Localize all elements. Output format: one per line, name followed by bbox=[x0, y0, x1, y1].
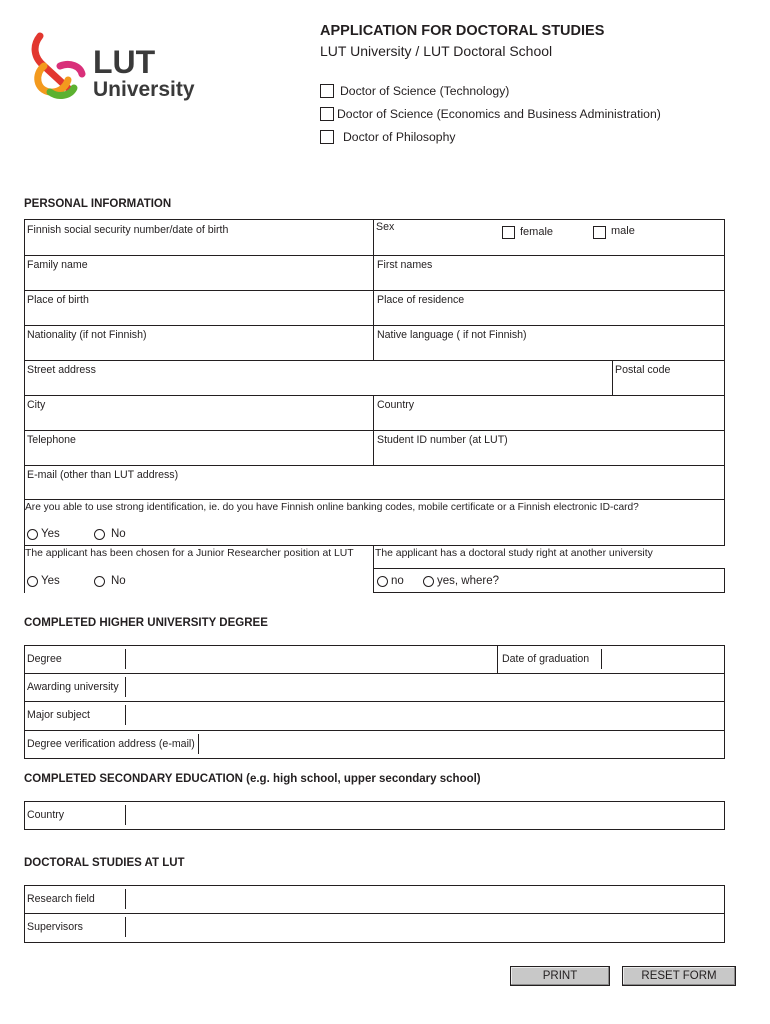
supervisors-label: Supervisors bbox=[27, 921, 83, 933]
awarding-label: Awarding university bbox=[27, 681, 119, 693]
nationality-label: Nationality (if not Finnish) bbox=[27, 329, 147, 341]
yes-label: Yes bbox=[41, 575, 60, 587]
divider bbox=[125, 805, 126, 825]
street-address-field[interactable] bbox=[24, 360, 613, 396]
research-field-input[interactable] bbox=[127, 886, 723, 912]
major-label: Major subject bbox=[27, 709, 90, 721]
native-language-label: Native language ( if not Finnish) bbox=[377, 329, 527, 341]
first-names-label: First names bbox=[377, 259, 433, 271]
other-right-no-option[interactable] bbox=[377, 575, 404, 587]
verification-label: Degree verification address (e-mail) bbox=[27, 738, 195, 750]
radio-icon[interactable] bbox=[377, 576, 388, 587]
awarding-input[interactable] bbox=[127, 674, 723, 700]
secondary-heading: COMPLETED SECONDARY EDUCATION (e.g. high school, upper secondary school) bbox=[24, 773, 481, 785]
radio-icon[interactable] bbox=[94, 576, 105, 587]
telephone-field[interactable] bbox=[24, 430, 374, 466]
lut-logo-icon bbox=[30, 32, 86, 102]
other-right-question: The applicant has a doctoral study right at another university bbox=[375, 548, 653, 559]
place-of-birth-label: Place of birth bbox=[27, 294, 89, 306]
ssn-label: Finnish social security number/date of birth bbox=[27, 224, 229, 236]
place-of-residence-label: Place of residence bbox=[377, 294, 465, 306]
divider bbox=[125, 705, 126, 725]
degree-heading: COMPLETED HIGHER UNIVERSITY DEGREE bbox=[24, 617, 268, 629]
no-label: No bbox=[111, 575, 126, 587]
male-label: male bbox=[611, 225, 635, 237]
divider bbox=[198, 734, 199, 754]
page-title: APPLICATION FOR DOCTORAL STUDIES bbox=[320, 23, 605, 39]
technology-checkbox[interactable] bbox=[320, 84, 334, 98]
radio-icon[interactable] bbox=[27, 576, 38, 587]
economics-checkbox[interactable] bbox=[320, 107, 334, 121]
degree-option-philosophy bbox=[320, 130, 455, 144]
degree-option-label: Doctor of Philosophy bbox=[343, 130, 456, 144]
strong-id-question: Are you able to use strong identification, ie. do you have Finnish online banking codes, mobile certificate or a Finnish electronic ID-card? bbox=[25, 502, 639, 513]
no-label: no bbox=[391, 575, 404, 587]
degree-option-economics bbox=[320, 107, 661, 121]
country-label: Country bbox=[377, 399, 415, 411]
yes-label: Yes bbox=[41, 528, 60, 540]
radio-icon[interactable] bbox=[27, 529, 38, 540]
graduation-input[interactable] bbox=[603, 646, 723, 672]
divider bbox=[497, 645, 498, 674]
degree-option-technology bbox=[320, 84, 509, 98]
street-address-label: Street address bbox=[27, 364, 96, 376]
junior-question: The applicant has been chosen for a Junior Researcher position at LUT bbox=[25, 548, 354, 559]
strong-id-yes-option[interactable] bbox=[27, 528, 60, 540]
female-checkbox[interactable] bbox=[502, 226, 515, 239]
divider bbox=[125, 889, 126, 909]
strong-id-no-option[interactable] bbox=[94, 528, 126, 540]
city-field[interactable] bbox=[24, 395, 374, 431]
female-label: female bbox=[520, 226, 554, 238]
logo-university: University bbox=[93, 78, 195, 101]
degree-input[interactable] bbox=[127, 646, 497, 672]
other-right-yes-option[interactable] bbox=[423, 575, 499, 587]
degree-label: Degree bbox=[27, 653, 62, 665]
page-subtitle: LUT University / LUT Doctoral School bbox=[320, 43, 553, 59]
philosophy-checkbox[interactable] bbox=[320, 130, 334, 144]
degree-option-label: Doctor of Science (Technology) bbox=[340, 84, 510, 98]
logo-wordmark: LUT bbox=[93, 44, 156, 80]
yes-where-label: yes, where? bbox=[437, 575, 500, 587]
postal-code-label: Postal code bbox=[615, 364, 671, 376]
divider bbox=[125, 649, 126, 669]
major-input[interactable] bbox=[127, 702, 723, 729]
country-field[interactable] bbox=[373, 395, 725, 431]
verification-input[interactable] bbox=[200, 731, 723, 758]
secondary-country-label: Country bbox=[27, 809, 65, 821]
doctoral-heading: DOCTORAL STUDIES AT LUT bbox=[24, 857, 185, 869]
family-name-label: Family name bbox=[27, 259, 88, 271]
sex-label: Sex bbox=[376, 221, 395, 233]
city-label: City bbox=[27, 399, 46, 411]
divider bbox=[125, 677, 126, 697]
supervisors-input[interactable] bbox=[127, 914, 723, 942]
junior-yes-option[interactable] bbox=[27, 575, 60, 587]
telephone-label: Telephone bbox=[27, 434, 76, 446]
divider bbox=[125, 917, 126, 937]
graduation-label: Date of graduation bbox=[502, 653, 590, 665]
personal-heading: PERSONAL INFORMATION bbox=[24, 198, 172, 210]
junior-no-option[interactable] bbox=[94, 575, 126, 587]
secondary-country-input[interactable] bbox=[127, 802, 723, 829]
radio-icon[interactable] bbox=[94, 529, 105, 540]
radio-icon[interactable] bbox=[423, 576, 434, 587]
male-checkbox[interactable] bbox=[593, 226, 606, 239]
divider bbox=[601, 649, 602, 669]
email-label: E-mail (other than LUT address) bbox=[27, 469, 179, 481]
student-id-label: Student ID number (at LUT) bbox=[377, 434, 508, 446]
degree-option-label: Doctor of Science (Economics and Business Administration) bbox=[337, 107, 661, 121]
no-label: No bbox=[111, 528, 126, 540]
print-button[interactable]: PRINT bbox=[510, 966, 610, 986]
research-field-label: Research field bbox=[27, 893, 95, 905]
reset-form-button[interactable]: RESET FORM bbox=[622, 966, 736, 986]
